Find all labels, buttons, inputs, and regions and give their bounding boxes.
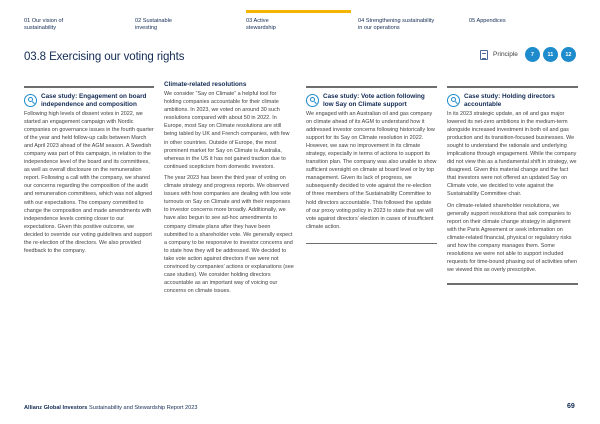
case-study-board-independence [24, 86, 154, 255]
nav-item-sustainable-investing[interactable] [135, 18, 172, 32]
nav-label: investing [135, 25, 158, 31]
divider [306, 243, 437, 245]
case-study-body: On climate-related shareholder resolutions, we generally support resolutions that ask companies to report on their climate change strategy in alignment with the Paris Agreement or seek information on climate-related financial, physical or regulatory risks and how the company manages them. Some resolutions we were not able to support included requests for time-bound phasing out of activities when we viewed this as overly prescriptive. [447, 202, 577, 274]
footer [24, 405, 198, 411]
divider [24, 86, 154, 88]
nav-label: 02 Sustainable [135, 18, 173, 24]
nav-label: 04 Strengthening sustainability [358, 18, 435, 24]
case-study-holding-directors [447, 86, 578, 290]
case-study-title: Case study: Holding directors accountable [464, 92, 555, 108]
magnifier-icon [306, 94, 319, 107]
nav-item-operations[interactable] [358, 18, 434, 32]
principle-badge-11[interactable]: 11 [543, 47, 558, 62]
case-study-title: Case study: Vote action following low Say on Climate support [323, 92, 425, 108]
principle-links [480, 47, 576, 62]
nav-item-appendices[interactable] [469, 18, 506, 25]
principle-badge-12[interactable]: 12 [561, 47, 576, 62]
case-study-body: We engaged with an Australian oil and gas company on climate ahead of its AGM to understand how it addressed investor concerns following historically low support for its Say on Climate resolution in 2022. However, we saw no improvement in its climate strategy, especially in terms of actions to support its transition plan. The company was also unable to show sufficient oversight on climate at board level or by top management. Given its lack of progress, we subsequently decided to vote against the re-election of three members of the Sustainability Committee to hold directors accountable. This followed the update of our proxy voting policy in 2023 to state that we will vote against directors’ election in cases of insufficient climate action. [306, 110, 437, 230]
paragraph: The year 2023 has been the third year of voting on climate strategy and progress reports. We observed issues with how companies are dealing with low vote turnouts on Say on Climate and with their responses to investor concerns more broadly. Additionally, we have also begun to see ad-hoc amendments to company climate plans after they have been submitted to a shareholder vote. We generally expect a company to be responsive to investor concerns and to state how they will be addressed. We decided to take vote action against directors if we were not convinced by companies’ actions or explanations (see case studies). We consider holding directors accountable as an important way of voicing our concerns on climate issues. [164, 174, 294, 295]
nav-label: 03 Active [246, 18, 269, 24]
document-icon [480, 50, 488, 60]
divider [306, 86, 437, 88]
page-number: 69 [567, 403, 575, 410]
section-navigation [0, 0, 600, 40]
divider [447, 283, 578, 285]
nav-label: sustainability [24, 25, 57, 31]
brand-name: Allianz Global Investors [24, 405, 88, 411]
magnifier-icon [447, 94, 460, 107]
magnifier-icon [24, 94, 37, 107]
nav-label: 01 Our vision of [24, 18, 64, 24]
nav-label: in our operations [358, 25, 400, 31]
active-section-indicator [246, 10, 351, 13]
divider [447, 86, 578, 88]
page-title: 03.8 Exercising our voting rights [24, 51, 185, 63]
principle-label: Principle [493, 51, 518, 58]
case-study-vote-action [306, 86, 437, 249]
climate-resolutions-section [164, 81, 295, 295]
case-study-body: In its 2023 strategic update, an oil and gas major lowered its net-zero ambitions in the medium-term alongside increased investment in both oil and gas production and its transition-focused businesses. We sought to understand the rationale and underlying implications through engagement. While the company did not view this as a fundamental shift in strategy, we disagreed. Given this material change and the fact that investors were not offered an updated Say on Climate vote, we decided to vote against the Sustainability Committee chair. [447, 110, 577, 198]
section-heading: Climate-related resolutions [164, 81, 247, 88]
report-title: Sustainability and Stewardship Report 2023 [87, 405, 198, 411]
principle-badge-7[interactable]: 7 [525, 47, 540, 62]
nav-item-active-stewardship[interactable] [246, 18, 276, 32]
nav-label: 05 Appendices [469, 18, 506, 24]
case-study-title: Case study: Engagement on board independence and composition [41, 92, 147, 108]
case-study-body: Following high levels of dissent votes in 2022, we started an engagement campaign with Nordic companies on governance issues in the fourth quarter of the year and held follow-up calls between March and April 2023 ahead of the AGM season. A Swedish company was part of this campaign, in relation to the independence level of the board and its committees, as well as overall disclosure on the remuneration report. Following a call with the company, we shared our concerns regarding the composition of the audit and remuneration committees, which was not aligned with our expectations. The company committed to change the composition and made amendments with independence levels coming closer to our expectations. Given this positive outcome, we decided to override our voting guidelines and support the re-election of the directors. We also provided feedback to the company. [24, 110, 154, 255]
nav-label: stewardship [246, 25, 276, 31]
nav-item-vision[interactable] [24, 18, 63, 32]
paragraph: We consider “Say on Climate” a helpful tool for holding companies accountable for their climate ambitions. In 2023, we voted on around 30 such resolutions compared with about 50 in 2022. In Europe, most Say on Climate resolutions are still being tabled by UK and French companies, with few in other countries. Outside of Europe, the most prominent market for Say on Climate is Australia, whereas in the US it has not gained traction due to continued scepticism from domestic investors. [164, 91, 290, 170]
